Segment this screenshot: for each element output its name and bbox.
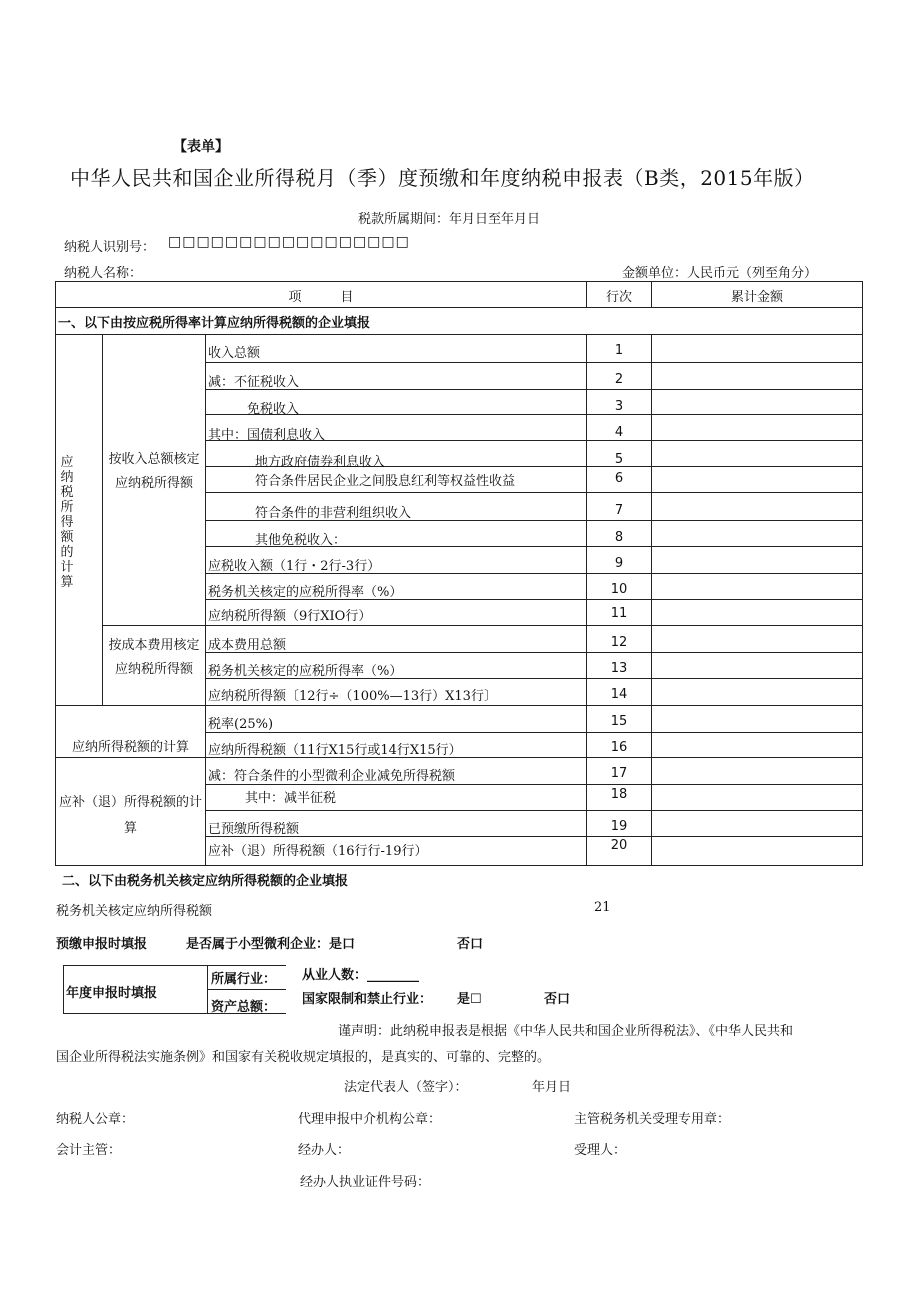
amount-cell[interactable] xyxy=(652,733,862,757)
amount-cell[interactable] xyxy=(652,574,862,599)
row-label: 应税收入额（1行・2行-3行） xyxy=(208,559,381,574)
row-label: 已预缴所得税额 xyxy=(208,822,300,837)
row-label: 应补（退）所得税额（16行行-19行） xyxy=(208,844,428,859)
row-number: 2 xyxy=(614,372,624,387)
annual-label: 年度申报时填报 xyxy=(66,986,158,1001)
employees-field[interactable]: 从业人数：________ xyxy=(302,968,420,983)
row-number: 7 xyxy=(614,503,624,518)
industry-label: 所属行业： xyxy=(211,972,277,987)
column-header-item: 项 目 xyxy=(288,290,354,305)
handler-cert-label: 经办人执业证件号码： xyxy=(300,1175,431,1190)
amount-cell[interactable] xyxy=(652,415,862,440)
row-number: 15 xyxy=(610,714,628,729)
signature-date: 年月日 xyxy=(532,1080,572,1095)
handler-label: 经办人： xyxy=(298,1143,351,1158)
row-label: 税务机关核定的应税所得率（%） xyxy=(208,664,403,679)
column-header-row: 行次 xyxy=(605,290,632,305)
row-number: 9 xyxy=(614,556,624,571)
row-label: 收入总额 xyxy=(208,346,261,361)
amount-cell[interactable] xyxy=(652,390,862,414)
group-taxable-income-calc: 应纳税所得额的计算 xyxy=(60,455,74,590)
restricted-industry-label: 国家限制和禁止行业： xyxy=(302,992,433,1007)
row-label: 其中：减半征税 xyxy=(245,791,337,806)
authority-seal-label: 主管税务机关受理专用章： xyxy=(574,1112,731,1127)
amount-cell[interactable] xyxy=(652,363,862,389)
amount-cell[interactable] xyxy=(652,758,862,784)
row-label: 应纳税所得额（9行XIO行） xyxy=(208,609,372,624)
amount-cell[interactable] xyxy=(652,547,862,573)
form-tag: 【表单】 xyxy=(173,139,229,155)
column-header-amount: 累计金额 xyxy=(730,290,783,305)
amount-cell[interactable] xyxy=(652,706,862,732)
row-number: 11 xyxy=(610,606,628,621)
receiver-label: 受理人： xyxy=(574,1143,627,1158)
row-label: 其中：国债利息收入 xyxy=(208,428,326,443)
row-number: 8 xyxy=(614,530,624,545)
amount-cell[interactable] xyxy=(652,521,862,546)
row-label: 减：不征税收入 xyxy=(208,375,300,390)
tax-period: 税款所属期间：年月日至年月日 xyxy=(358,212,541,227)
row-number: 3 xyxy=(614,399,624,414)
agency-seal-label: 代理申报中介机构公章： xyxy=(298,1112,442,1127)
declaration-line-1: 谨声明：此纳税申报表是根据《中华人民共和国企业所得税法》、《中华人民共和 xyxy=(338,1024,794,1039)
amount-cell[interactable] xyxy=(652,336,862,362)
row-label: 符合条件居民企业之间股息红利等权益性收益 xyxy=(255,474,516,489)
row-label: 减：符合条件的小型微利企业减免所得税额 xyxy=(208,769,456,784)
group-cost-based: 按成本费用核定应纳税所得额 xyxy=(108,638,200,677)
amount-cell[interactable] xyxy=(652,467,862,492)
row-number: 4 xyxy=(614,425,624,440)
row-label: 符合条件的非营利组织收入 xyxy=(255,506,412,521)
taxpayer-id-boxes[interactable]: □□□□□□□□□□□□□□□□□ xyxy=(168,234,410,250)
row-label: 免税收入 xyxy=(247,402,300,417)
legal-rep-label: 法定代表人（签字）： xyxy=(344,1080,468,1095)
group-tax-calc: 应纳所得税额的计算 xyxy=(71,740,189,755)
row-label: 地方政府债券利息收入 xyxy=(255,455,386,470)
group-refund-calc: 应补（退）所得税额的计算 xyxy=(58,795,202,836)
restricted-no-checkbox[interactable]: 否口 xyxy=(544,992,571,1007)
row-number: 5 xyxy=(614,452,624,467)
declaration-line-2: 国企业所得税法实施条例》和国家有关税收规定填报的，是真实的、可靠的、完整的。 xyxy=(56,1050,551,1065)
prepay-label: 预缴申报时填报 xyxy=(56,937,148,952)
section-1-title: 一、以下由按应税所得率计算应纳所得税额的企业填报 xyxy=(58,316,371,331)
restricted-yes-checkbox[interactable]: 是☐ xyxy=(457,992,482,1007)
row-number: 6 xyxy=(614,471,624,486)
assets-label: 资产总额： xyxy=(211,1000,277,1015)
row-label: 成本费用总额 xyxy=(208,638,287,653)
small-enterprise-no[interactable]: 否口 xyxy=(457,937,484,952)
row-21-label: 税务机关核定应纳所得税额 xyxy=(56,904,213,919)
amount-cell[interactable] xyxy=(652,441,862,466)
row-number: 1 xyxy=(614,343,624,358)
amount-cell[interactable] xyxy=(652,811,862,836)
row-label: 税务机关核定的应税所得率（%） xyxy=(208,585,403,600)
taxpayer-id-label: 纳税人识别号： xyxy=(64,240,156,255)
amount-cell[interactable] xyxy=(652,653,862,678)
taxpayer-seal-label: 纳税人公章： xyxy=(56,1112,135,1127)
row-number: 18 xyxy=(610,787,628,802)
row-number: 10 xyxy=(610,582,628,597)
accountant-label: 会计主管： xyxy=(56,1143,122,1158)
row-number: 16 xyxy=(610,740,628,755)
small-enterprise-question[interactable]: 是否属于小型微利企业：是口 xyxy=(186,937,356,952)
row-label: 应纳所得税额（11行X15行或14行X15行） xyxy=(208,743,462,758)
amount-cell[interactable] xyxy=(652,600,862,625)
row-label: 税率(25%) xyxy=(208,717,274,732)
amount-cell[interactable] xyxy=(652,837,862,865)
row-21-number: 21 xyxy=(594,900,611,915)
amount-cell[interactable] xyxy=(652,785,862,810)
row-number: 12 xyxy=(610,635,628,650)
row-label: 应纳税所得额〔12行÷（100%—13行）X13行〕 xyxy=(208,689,497,704)
page-title: 中华人民共和国企业所得税月（季）度预缴和年度纳税申报表（B类，2015年版） xyxy=(70,166,815,190)
group-income-based: 按收入总额核定应纳税所得额 xyxy=(108,452,200,491)
row-number: 14 xyxy=(610,687,628,702)
row-number: 13 xyxy=(610,661,628,676)
amount-cell[interactable] xyxy=(652,493,862,520)
amount-cell[interactable] xyxy=(652,626,862,652)
row-label: 其他免税收入： xyxy=(255,533,347,548)
amount-unit: 金额单位：人民币元（列至角分） xyxy=(622,266,818,281)
row-number: 20 xyxy=(610,838,628,853)
row-number: 19 xyxy=(610,819,628,834)
taxpayer-name-label: 纳税人名称： xyxy=(64,266,143,281)
row-number: 17 xyxy=(610,766,628,781)
amount-cell[interactable] xyxy=(652,679,862,705)
section-2-title: 二、以下由税务机关核定应纳所得税额的企业填报 xyxy=(62,874,349,889)
